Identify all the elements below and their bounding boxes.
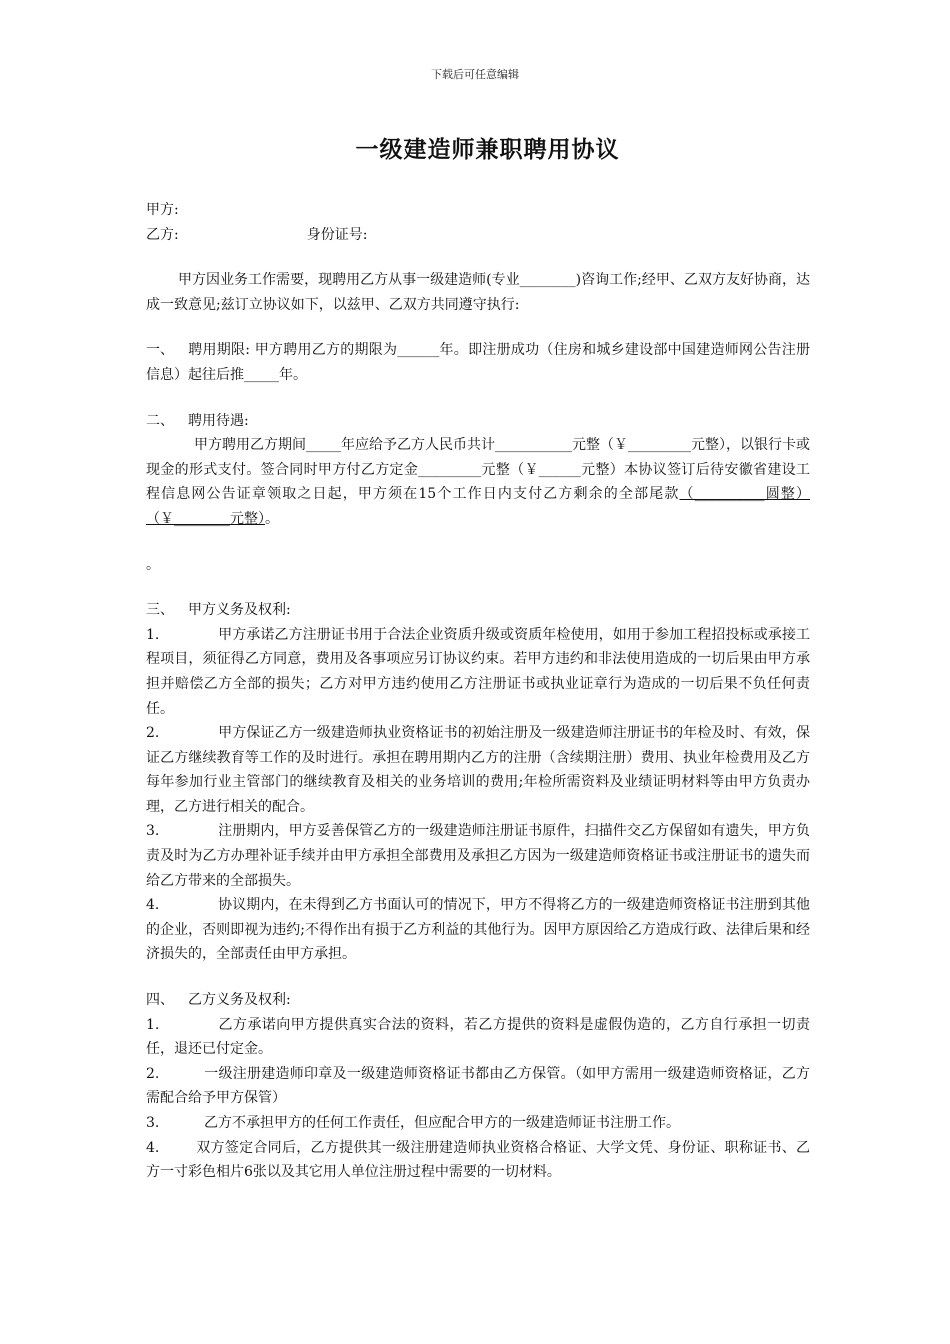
section-2-paragraph	[146, 433, 810, 531]
section-1-text: 聘用期限: 甲方聘用乙方的期限为______年。即注册成功（住房和城乡建设部中国建造师网公告注册信息）起往后推_____年。	[146, 342, 810, 383]
item-text: 乙方不承担甲方的任何工作责任，但应配合甲方的一级建造师证书注册工作。	[204, 1115, 680, 1131]
section-4-item	[146, 1136, 810, 1185]
section-2-title: 聘用待遇:	[188, 412, 249, 429]
item-number: 2.	[146, 1065, 160, 1082]
party-a-label: 甲方:	[146, 202, 179, 218]
party-b-line	[146, 223, 810, 248]
stray-period: 。	[146, 556, 160, 573]
page-header: 下载后可任意编辑	[431, 68, 519, 81]
item-text: 注册期内，甲方妥善保管乙方的一级建造师注册证书原件，扫描件交乙方保留如有遗失，甲方负责及时为乙方办理补证手续并由甲方承担全部费用及承担乙方因为一级建造师资格证书或注册证书的遗失而给乙方带来的全部损失。	[146, 823, 810, 889]
section-1	[146, 338, 810, 387]
section-3-item	[146, 819, 810, 893]
item-number: 3.	[146, 823, 160, 840]
section-3-heading	[146, 598, 810, 623]
party-a-line	[146, 198, 810, 223]
section-4-heading	[146, 988, 810, 1013]
section-4-item	[146, 1111, 810, 1136]
section-1-number: 一、	[146, 342, 174, 359]
item-number: 1.	[146, 1016, 160, 1033]
item-number: 3.	[146, 1115, 160, 1131]
item-text: 双方签定合同后，乙方提供其一级注册建造师执业资格合格证、大学文凭、身份证、职称证书、乙方一寸彩色相片6张以及其它用人单位注册过程中需要的一切材料。	[146, 1139, 810, 1181]
item-number: 4.	[146, 897, 160, 914]
item-text: 一级注册建造师印章及一级建造师资格证书都由乙方保管。（如甲方需用一级建造师资格证，乙方需配合给予甲方保管）	[146, 1065, 810, 1107]
section-3-title: 甲方义务及权利:	[188, 602, 291, 619]
section-2-end: 。	[265, 510, 279, 527]
section-4-item	[146, 1013, 810, 1062]
section-2-number: 二、	[146, 412, 174, 429]
section-4-title: 乙方义务及权利:	[188, 992, 291, 1009]
section-2-text: 甲方聘用乙方期间_____年应给予乙方人民币共计___________元整（￥_________元整），以银行卡或现金的形式支付。签合同时甲方付乙方定金_________元整（￥______元整）本协议签订后待安徽省建设工程信息网公告证章领取之日起，甲方须在15个工作日内支付乙方剩余的全部尾款	[146, 437, 810, 503]
intro-paragraph: 甲方因业务工作需要，现聘用乙方从事一级建造师(专业________)咨询工作;经甲、乙双方友好协商，达成一致意见;兹订立协议如下，以兹甲、乙双方共同遵守执行:	[146, 272, 810, 313]
document-title: 一级建造师兼职聘用协议	[355, 136, 620, 163]
section-3-number: 三、	[146, 602, 174, 619]
section-3-item	[146, 721, 810, 819]
balance-amount-blank: （__________圆整）（￥________元整）	[146, 486, 811, 527]
item-number: 4.	[146, 1139, 160, 1156]
section-4-item	[146, 1062, 810, 1111]
id-number-label: 身份证号:	[306, 226, 368, 243]
section-4-number: 四、	[146, 992, 174, 1009]
document-body	[146, 198, 810, 1185]
item-text: 协议期内，在未得到乙方书面认可的情况下，甲方不得将乙方的一级建造师资格证书注册到其他的企业，否则即视为违约;不得作出有损于乙方利益的其他行为。因甲方原因给乙方造成行政、法律后果和经济损失的，全部责任由甲方承担。	[146, 897, 810, 963]
item-number: 1.	[146, 626, 160, 643]
item-text: 乙方承诺向甲方提供真实合法的资料，若乙方提供的资料是虚假伪造的，乙方自行承担一切责任，退还已付定金。	[146, 1016, 810, 1058]
section-3-item	[146, 893, 810, 967]
item-number: 2.	[146, 725, 160, 742]
item-text: 甲方保证乙方一级建造师执业资格证书的初始注册及一级建造师注册证书的年检及时、有效，保证乙方继续教育等工作的及时进行。承担在聘用期内乙方的注册（含续期注册）费用、执业年检费用及乙方每年参加行业主管部门的继续教育及相关的业务培训的费用;年检所需资料及业绩证明材料等由甲方负责办理，乙方进行相关的配合。	[146, 725, 810, 815]
party-b-label: 乙方:	[146, 226, 179, 243]
section-2-heading	[146, 409, 810, 434]
item-text: 甲方承诺乙方注册证书用于合法企业资质升级或资质年检使用，如用于参加工程招投标或承接工程项目，须征得乙方同意，费用及各事项应另订协议约束。若甲方违约和非法使用造成的一切后果由甲方承担并赔偿乙方全部的损失；乙方对甲方违约使用乙方注册证书或执业证章行为造成的一切后果不负任何责任。	[146, 626, 810, 717]
section-3-item	[146, 623, 810, 721]
